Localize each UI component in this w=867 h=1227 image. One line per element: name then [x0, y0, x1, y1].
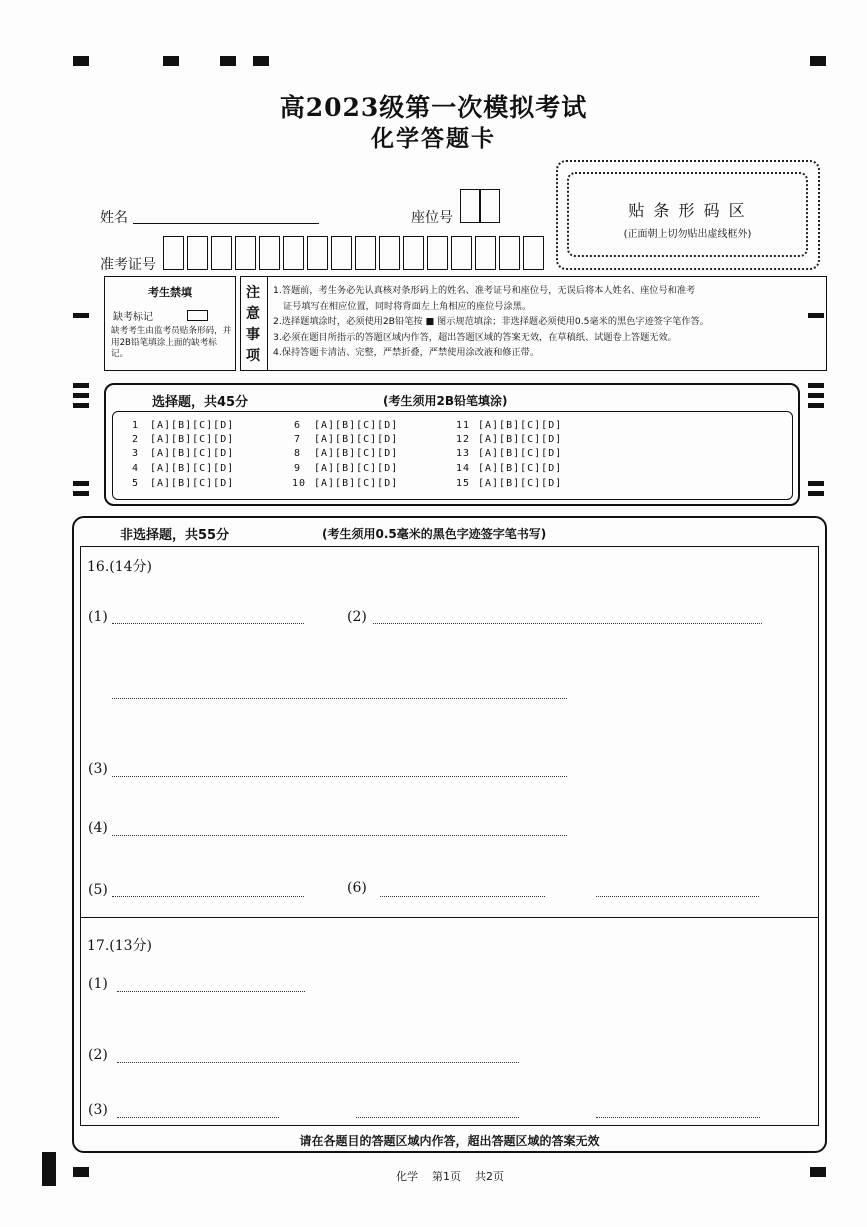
notice-item: 2.选择题填涂时，必须使用2B铅笔按 ■ 图示规范填涂；非选择题必须使用0.5毫米的黑色字迹签字笔作答。 — [273, 316, 709, 327]
timing-mark — [73, 481, 89, 486]
exam-number-cell[interactable] — [451, 236, 472, 270]
exam-number-cell[interactable] — [187, 236, 208, 270]
exam-number-cell[interactable] — [259, 236, 280, 270]
timing-mark — [808, 393, 824, 398]
notice-box — [240, 276, 827, 371]
answer-line[interactable] — [380, 896, 545, 897]
name-label: 姓名 — [100, 210, 128, 226]
exam-number-cell[interactable] — [523, 236, 544, 270]
answer-line[interactable] — [112, 698, 567, 699]
mc-question[interactable]: 7 [A][B][C][D] — [294, 434, 399, 445]
timing-mark — [163, 56, 179, 66]
q17-label: (3) — [88, 1102, 108, 1118]
non-choice-instruction: (考生须用0.5毫米的黑色字迹签字笔书写) — [322, 527, 547, 541]
exam-number-cell[interactable] — [283, 236, 304, 270]
answer-line[interactable] — [112, 776, 567, 777]
q16-label: (4) — [88, 820, 108, 836]
notice-heading-char: 意 — [246, 306, 260, 322]
absent-note: 缺考考生由监考员贴条形码，并用2B铅笔填涂上面的缺考标记。 — [111, 326, 232, 359]
exam-number-label: 准考证号 — [100, 257, 156, 273]
answer-divider — [80, 917, 819, 918]
notice-item: 4.保持答题卡清洁、完整，严禁折叠，严禁使用涂改液和修正带。 — [273, 347, 540, 358]
q16-label: (6) — [347, 880, 367, 896]
timing-mark — [73, 56, 89, 66]
answer-line[interactable] — [112, 623, 304, 624]
mc-question[interactable]: 10 [A][B][C][D] — [292, 478, 399, 489]
q17-label: (2) — [88, 1047, 108, 1063]
mc-options[interactable]: [A][B][C][D] — [150, 463, 235, 474]
q16-label: (5) — [88, 882, 108, 898]
q16-label: (2) — [347, 609, 367, 625]
barcode-area — [567, 172, 808, 257]
exam-number-cell[interactable] — [235, 236, 256, 270]
mc-options[interactable]: [A][B][C][D] — [150, 420, 235, 431]
exam-number-cell[interactable] — [331, 236, 352, 270]
absent-box — [104, 276, 236, 371]
timing-mark — [73, 491, 89, 496]
q17-title: 17.(13分) — [87, 938, 153, 954]
timing-mark — [73, 403, 89, 408]
multiple-choice-instruction: (考生须用2B铅笔填涂) — [383, 394, 508, 408]
exam-number-cell[interactable] — [427, 236, 448, 270]
answer-area — [80, 546, 819, 1126]
absent-title: 考生禁填 — [148, 286, 192, 299]
answer-line[interactable] — [356, 1117, 519, 1118]
mc-question[interactable]: 14 [A][B][C][D] — [456, 463, 563, 474]
mc-options[interactable]: [A][B][C][D] — [478, 434, 563, 445]
seat-cell[interactable] — [480, 189, 500, 223]
exam-number-cell[interactable] — [403, 236, 424, 270]
mc-options[interactable]: [A][B][C][D] — [314, 448, 399, 459]
answer-line[interactable] — [596, 1117, 760, 1118]
mc-options[interactable]: [A][B][C][D] — [478, 448, 563, 459]
answer-line[interactable] — [596, 896, 759, 897]
timing-mark — [73, 313, 89, 318]
answer-line[interactable] — [117, 991, 305, 992]
absent-mark-box[interactable] — [187, 310, 208, 321]
q16-label: (1) — [88, 609, 108, 625]
absent-mark-label: 缺考标记 — [113, 312, 153, 323]
seat-cell[interactable] — [460, 189, 480, 223]
answer-line[interactable] — [112, 896, 304, 897]
exam-number-cell[interactable] — [355, 236, 376, 270]
timing-mark — [253, 56, 269, 66]
mc-options[interactable]: [A][B][C][D] — [314, 478, 399, 489]
mc-question[interactable]: 9 [A][B][C][D] — [294, 463, 399, 474]
mc-question[interactable]: 2 [A][B][C][D] — [132, 434, 235, 445]
non-choice-title: 非选择题，共55分 — [120, 528, 230, 543]
mc-options[interactable]: [A][B][C][D] — [478, 463, 563, 474]
mc-options[interactable]: [A][B][C][D] — [150, 478, 235, 489]
mc-options[interactable]: [A][B][C][D] — [314, 463, 399, 474]
mc-options[interactable]: [A][B][C][D] — [314, 420, 399, 431]
timing-mark — [73, 393, 89, 398]
timing-mark — [808, 491, 824, 496]
answer-line[interactable] — [117, 1062, 519, 1063]
timing-mark — [220, 56, 236, 66]
seat-label: 座位号 — [411, 210, 453, 226]
answer-line[interactable] — [373, 623, 762, 624]
mc-question[interactable]: 12 [A][B][C][D] — [456, 434, 563, 445]
timing-mark — [808, 403, 824, 408]
answer-line[interactable] — [117, 1117, 279, 1118]
barcode-note: (正面朝上切勿贴出虚线框外) — [623, 229, 752, 240]
exam-number-cell[interactable] — [211, 236, 232, 270]
timing-mark — [73, 383, 89, 388]
exam-number-cell[interactable] — [163, 236, 184, 270]
mc-options[interactable]: [A][B][C][D] — [478, 478, 563, 489]
q16-title: 16.(14分) — [87, 559, 153, 575]
timing-mark — [808, 481, 824, 486]
mc-question[interactable]: 3 [A][B][C][D] — [132, 448, 235, 459]
exam-number-cell[interactable] — [379, 236, 400, 270]
notice-heading-char: 注 — [246, 285, 260, 301]
exam-number-cell[interactable] — [475, 236, 496, 270]
exam-number-cell[interactable] — [307, 236, 328, 270]
mc-question[interactable]: 8 [A][B][C][D] — [294, 448, 399, 459]
mc-options[interactable]: [A][B][C][D] — [150, 448, 235, 459]
notice-item: 证号填写在相应位置，同时将背面左上角相应的座位号涂黑。 — [283, 300, 532, 312]
exam-number-grid[interactable] — [163, 236, 546, 270]
q16-label: (3) — [88, 761, 108, 777]
mc-question[interactable]: 1 [A][B][C][D] — [132, 420, 235, 431]
notice-item: 3.必须在题目所指示的答题区域内作答，超出答题区域的答案无效，在草稿纸、试题卷上答题无效。 — [273, 331, 677, 343]
page-title: 高2023级第一次模拟考试 — [279, 93, 588, 122]
answer-line[interactable] — [112, 835, 567, 836]
notice-heading-char: 事 — [246, 327, 260, 343]
mc-options[interactable]: [A][B][C][D] — [314, 434, 399, 445]
area-warning: 请在各题目的答题区域内作答，超出答题区域的答案无效 — [299, 1134, 600, 1148]
notice-heading-char: 项 — [246, 348, 260, 364]
barcode-label: 贴 条 形 码 区 — [628, 201, 747, 220]
notice-item: 1.答题前，考生务必先认真核对条形码上的姓名、准考证号和座位号，无误后将本人姓名、座位号和准考 — [273, 285, 696, 296]
mc-options[interactable]: [A][B][C][D] — [150, 434, 235, 445]
page-subtitle: 化学答题卡 — [371, 125, 496, 152]
mc-question[interactable]: 6 [A][B][C][D] — [294, 420, 399, 431]
mc-question[interactable]: 5 [A][B][C][D] — [132, 478, 235, 489]
exam-number-cell[interactable] — [499, 236, 520, 270]
mc-question[interactable]: 11 [A][B][C][D] — [456, 420, 563, 431]
timing-mark — [810, 56, 826, 66]
mc-options[interactable]: [A][B][C][D] — [478, 420, 563, 431]
name-field[interactable] — [133, 223, 319, 224]
mc-question[interactable]: 13 [A][B][C][D] — [456, 448, 563, 459]
mc-question[interactable]: 4 [A][B][C][D] — [132, 463, 235, 474]
multiple-choice-title: 选择题，共45分 — [152, 395, 249, 410]
page-info: 化学 第1页 共2页 — [396, 1170, 504, 1183]
mc-question[interactable]: 15 [A][B][C][D] — [456, 478, 563, 489]
timing-mark — [808, 383, 824, 388]
q17-label: (1) — [88, 976, 108, 992]
